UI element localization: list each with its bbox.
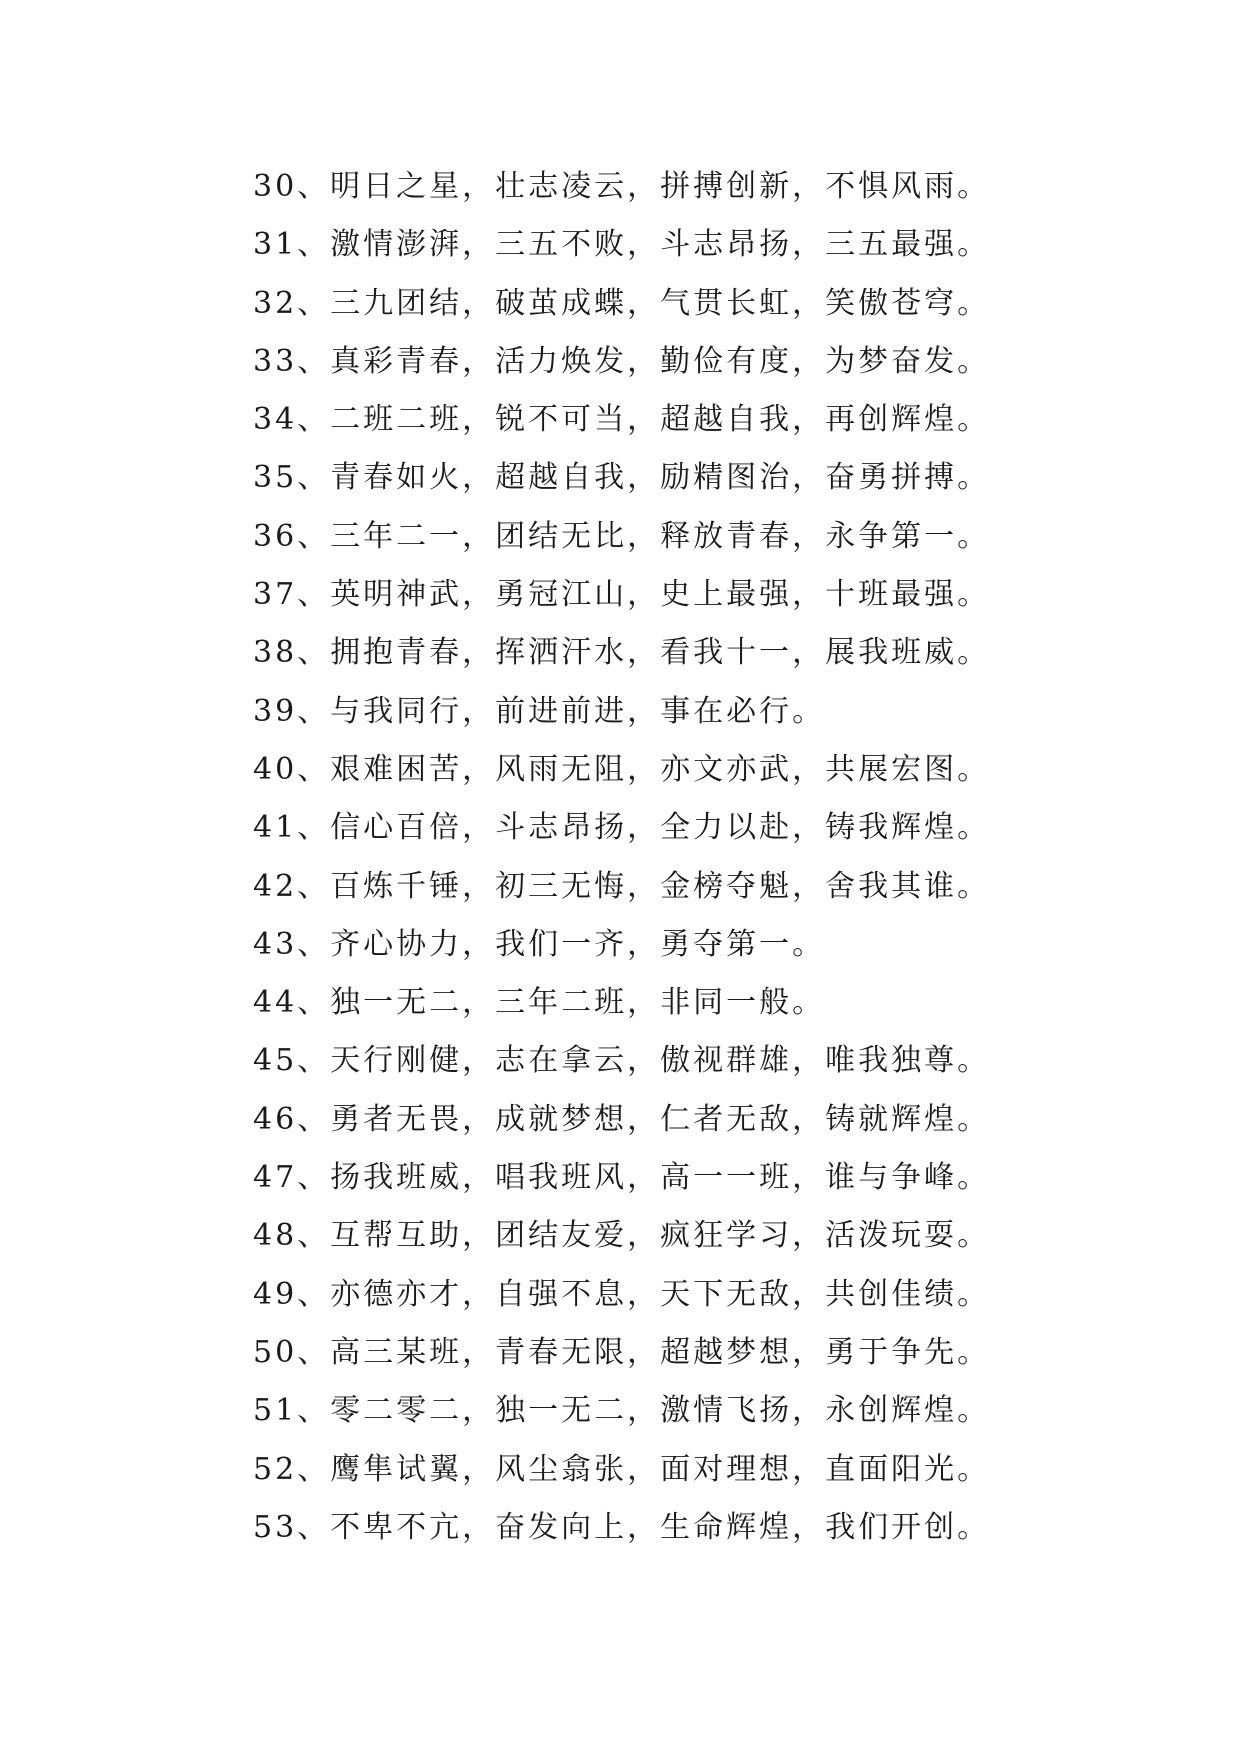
slogan-item: 35、青春如火，超越自我，励精图治，奋勇拼搏。 [253,460,991,496]
slogan-item: 53、不卑不亢，奋发向上，生命辉煌，我们开创。 [253,1509,991,1545]
slogan-item: 36、三年二一，团结无比，释放青春，永争第一。 [253,518,991,554]
slogan-item: 43、齐心协力，我们一齐，勇夺第一。 [253,926,826,962]
slogan-item: 49、亦德亦才，自强不息，天下无敌，共创佳绩。 [253,1276,991,1312]
slogan-item: 48、互帮互助，团结友爱，疯狂学习，活泼玩耍。 [253,1218,991,1254]
slogan-item: 34、二班二班，锐不可当，超越自我，再创辉煌。 [253,402,991,438]
slogan-item: 33、真彩青春，活力焕发，勤俭有度，为梦奋发。 [253,343,991,379]
slogan-item: 47、扬我班威，唱我班风，高一一班，谁与争峰。 [253,1160,991,1196]
slogan-item: 41、信心百倍，斗志昂扬，全力以赴，铸我辉煌。 [253,810,991,846]
slogan-item: 30、明日之星，壮志凌云，拼搏创新，不惧风雨。 [253,169,991,204]
slogan-item: 37、英明神武，勇冠江山，史上最强，十班最强。 [253,577,991,613]
slogan-list [253,158,1013,1557]
slogan-item: 46、勇者无畏，成就梦想，仁者无敌，铸就辉煌。 [253,1101,991,1137]
slogan-item: 42、百炼千锤，初三无悔，金榜夺魁，舍我其谁。 [253,868,991,904]
slogan-item: 52、鹰隼试翼，风尘翕张，面对理想，直面阳光。 [253,1451,991,1487]
slogan-item: 32、三九团结，破茧成蝶，气贯长虹，笑傲苍穹。 [253,285,991,321]
slogan-item: 51、零二零二，独一无二，激情飞扬，永创辉煌。 [253,1393,991,1429]
slogan-item: 44、独一无二，三年二班，非同一般。 [253,985,826,1021]
slogan-item: 50、高三某班，青春无限，超越梦想，勇于争先。 [253,1334,991,1370]
slogan-item: 38、拥抱青春，挥洒汗水，看我十一，展我班威。 [253,635,991,671]
slogan-item: 45、天行刚健，志在拿云，傲视群雄，唯我独尊。 [253,1043,991,1079]
slogan-item: 40、艰难困苦，风雨无阻，亦文亦武，共展宏图。 [253,751,991,787]
slogan-item: 31、激情澎湃，三五不败，斗志昂扬，三五最强。 [253,227,991,263]
slogan-item: 39、与我同行，前进前进，事在必行。 [253,693,826,729]
